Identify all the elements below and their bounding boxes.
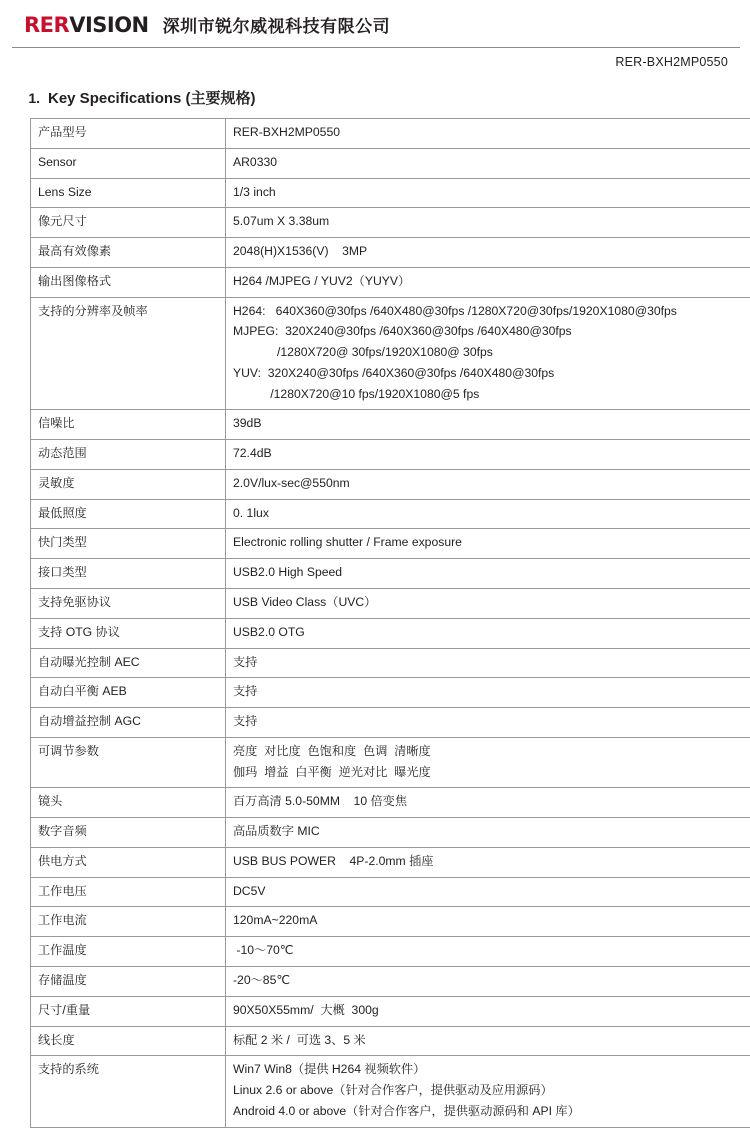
spec-value-line: 支持 — [233, 682, 743, 702]
table-row — [31, 119, 750, 149]
table-row — [31, 178, 750, 208]
spec-value-line: 0. 1lux — [233, 504, 743, 524]
spec-value — [226, 877, 750, 907]
spec-value — [226, 1026, 750, 1056]
spec-label: Lens Size — [31, 178, 226, 208]
spec-label: Sensor — [31, 148, 226, 178]
spec-value-line: H264: 640X360@30fps /640X480@30fps /1280X720@30fps/1920X1080@30fps — [233, 302, 743, 322]
spec-value-line: USB Video Class（UVC） — [233, 593, 743, 613]
spec-value-line: /1280X720@ 30fps/1920X1080@ 30fps — [233, 343, 743, 363]
spec-label: 快门类型 — [31, 529, 226, 559]
spec-value — [226, 119, 750, 149]
table-row — [31, 297, 750, 410]
table-row — [31, 937, 750, 967]
spec-value — [226, 1056, 750, 1127]
spec-value — [226, 208, 750, 238]
spec-value-line: Win7 Win8（提供 H264 视频软件） — [233, 1060, 743, 1080]
logo-text-secondary: VISION — [69, 13, 148, 37]
spec-value-line: YUV: 320X240@30fps /640X360@30fps /640X480@30fps — [233, 364, 743, 384]
spec-value-line: 2.0V/lux-sec@550nm — [233, 474, 743, 494]
table-row — [31, 469, 750, 499]
table-row — [31, 708, 750, 738]
spec-value — [226, 499, 750, 529]
spec-value — [226, 559, 750, 589]
spec-value-line: 1/3 inch — [233, 183, 743, 203]
spec-value — [226, 238, 750, 268]
table-row — [31, 589, 750, 619]
table-row — [31, 966, 750, 996]
spec-label: 工作电压 — [31, 877, 226, 907]
spec-label: 镜头 — [31, 788, 226, 818]
spec-value-line: 伽玛 增益 白平衡 逆光对比 曝光度 — [233, 763, 743, 783]
spec-label: 支持 OTG 协议 — [31, 618, 226, 648]
table-row — [31, 818, 750, 848]
spec-label: 最高有效像素 — [31, 238, 226, 268]
spec-label: 支持的系统 — [31, 1056, 226, 1127]
logo-text-primary: RER — [24, 13, 69, 37]
spec-value — [226, 788, 750, 818]
spec-label: 可调节参数 — [31, 737, 226, 788]
spec-value — [226, 297, 750, 410]
specifications-table — [30, 118, 750, 1128]
table-row — [31, 1056, 750, 1127]
spec-value — [226, 708, 750, 738]
spec-value-line: Android 4.0 or above（针对合作客户，提供驱动源码和 API 库） — [233, 1102, 743, 1122]
table-row — [31, 847, 750, 877]
spec-value-line: 支持 — [233, 653, 743, 673]
spec-label: 工作电流 — [31, 907, 226, 937]
spec-value — [226, 178, 750, 208]
spec-label: 供电方式 — [31, 847, 226, 877]
spec-label: 像元尺寸 — [31, 208, 226, 238]
spec-value-line: -10～70℃ — [233, 941, 743, 961]
table-row — [31, 618, 750, 648]
spec-value-line: 90X50X55mm/ 大概 300g — [233, 1001, 743, 1021]
table-row — [31, 907, 750, 937]
spec-value-line: USB2.0 High Speed — [233, 563, 743, 583]
spec-label: 自动增益控制 AGC — [31, 708, 226, 738]
table-row — [31, 410, 750, 440]
spec-value — [226, 648, 750, 678]
table-row — [31, 648, 750, 678]
spec-label: 存储温度 — [31, 966, 226, 996]
table-row — [31, 788, 750, 818]
section-title-en: Key Specifications ( — [48, 90, 191, 107]
table-row — [31, 1026, 750, 1056]
spec-label: 线长度 — [31, 1026, 226, 1056]
company-name: 深圳市锐尔威视科技有限公司 — [163, 12, 391, 37]
table-row — [31, 148, 750, 178]
spec-value — [226, 737, 750, 788]
spec-value-line: 72.4dB — [233, 444, 743, 464]
spec-value — [226, 410, 750, 440]
section-title-cn: 主要规格) — [191, 87, 256, 108]
spec-label: 输出图像格式 — [31, 267, 226, 297]
spec-value — [226, 618, 750, 648]
spec-label: 支持免驱协议 — [31, 589, 226, 619]
table-row — [31, 529, 750, 559]
spec-value-line: 39dB — [233, 414, 743, 434]
spec-value-line: RER-BXH2MP0550 — [233, 123, 743, 143]
page-header — [0, 0, 750, 43]
table-row — [31, 238, 750, 268]
spec-value — [226, 589, 750, 619]
spec-label: 信噪比 — [31, 410, 226, 440]
table-row — [31, 559, 750, 589]
spec-value-line: 5.07um X 3.38um — [233, 212, 743, 232]
table-row — [31, 267, 750, 297]
spec-value — [226, 529, 750, 559]
spec-label: 支持的分辨率及帧率 — [31, 297, 226, 410]
model-code: RER-BXH2MP0550 — [0, 48, 750, 69]
spec-value — [226, 148, 750, 178]
spec-label: 产品型号 — [31, 119, 226, 149]
spec-value — [226, 937, 750, 967]
spec-value — [226, 966, 750, 996]
spec-value-line: H264 /MJPEG / YUV2（YUYV） — [233, 272, 743, 292]
spec-value-line: Electronic rolling shutter / Frame exposure — [233, 533, 743, 553]
company-logo — [24, 13, 149, 37]
spec-label: 灵敏度 — [31, 469, 226, 499]
spec-value — [226, 847, 750, 877]
spec-table-body — [31, 119, 750, 1128]
table-row — [31, 678, 750, 708]
section-number: 1. — [14, 90, 40, 106]
table-row — [31, 996, 750, 1026]
spec-value-line: MJPEG: 320X240@30fps /640X360@30fps /640X480@30fps — [233, 322, 743, 342]
spec-value-line: 高品质数字 MIC — [233, 822, 743, 842]
spec-label: 接口类型 — [31, 559, 226, 589]
table-row — [31, 440, 750, 470]
spec-value-line: 亮度 对比度 色饱和度 色调 清晰度 — [233, 742, 743, 762]
spec-value — [226, 440, 750, 470]
spec-value — [226, 818, 750, 848]
spec-label: 自动白平衡 AEB — [31, 678, 226, 708]
spec-value-line: Linux 2.6 or above（针对合作客户，提供驱动及应用源码） — [233, 1081, 743, 1101]
spec-value-line: DC5V — [233, 882, 743, 902]
spec-value-line: USB2.0 OTG — [233, 623, 743, 643]
spec-label: 动态范围 — [31, 440, 226, 470]
spec-value-line: 120mA~220mA — [233, 911, 743, 931]
spec-label: 数字音频 — [31, 818, 226, 848]
table-row — [31, 877, 750, 907]
spec-label: 最低照度 — [31, 499, 226, 529]
spec-label: 尺寸/重量 — [31, 996, 226, 1026]
spec-value-line: 百万高清 5.0-50MM 10 倍变焦 — [233, 792, 743, 812]
table-row — [31, 737, 750, 788]
spec-value-line: -20～85℃ — [233, 971, 743, 991]
spec-value — [226, 907, 750, 937]
table-row — [31, 499, 750, 529]
spec-value-line: 支持 — [233, 712, 743, 732]
spec-value — [226, 469, 750, 499]
spec-value-line: 标配 2 米 / 可选 3、5 米 — [233, 1031, 743, 1051]
spec-value-line: /1280X720@10 fps/1920X1080@5 fps — [233, 385, 743, 405]
spec-value-line: 2048(H)X1536(V) 3MP — [233, 242, 743, 262]
spec-value-line: USB BUS POWER 4P-2.0mm 插座 — [233, 852, 743, 872]
spec-value — [226, 678, 750, 708]
section-heading — [14, 87, 750, 108]
spec-value-line: AR0330 — [233, 153, 743, 173]
spec-label: 自动曝光控制 AEC — [31, 648, 226, 678]
table-row — [31, 208, 750, 238]
spec-value — [226, 267, 750, 297]
spec-value — [226, 996, 750, 1026]
spec-label: 工作温度 — [31, 937, 226, 967]
